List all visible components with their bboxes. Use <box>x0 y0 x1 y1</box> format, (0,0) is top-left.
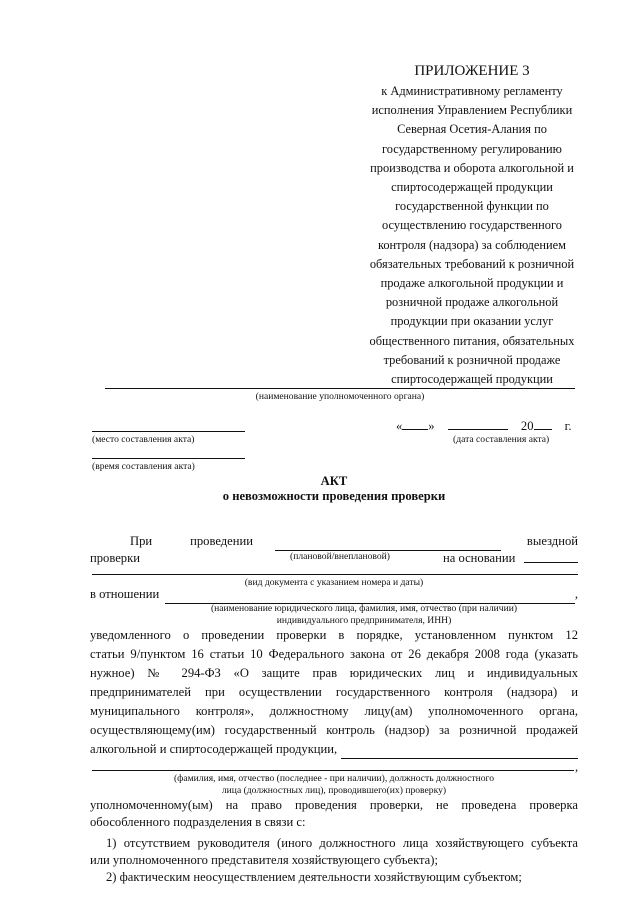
time-field[interactable] <box>92 458 245 459</box>
appendix-line: спиртосодержащей продукции <box>391 372 553 387</box>
appendix-line: обязательных требований к розничной <box>369 256 575 271</box>
appendix-line: общественного питания, обязательных <box>369 333 575 348</box>
date-close-quote: » <box>428 419 435 433</box>
appendix-line: осуществлению государственного <box>382 218 562 233</box>
row1-word: При <box>130 534 153 548</box>
paragraph-line: уполномоченному(ым) на право проведения проверки, не проведена проверка <box>90 798 578 812</box>
official-caption-2: лица (должностных лиц), проводившего(их) проверку) <box>221 785 447 796</box>
basis-field[interactable] <box>524 562 578 563</box>
date-month-field[interactable] <box>448 416 508 430</box>
document-caption: (вид документа с указанием номера и даты) <box>244 577 424 588</box>
appendix-line: спиртосодержащей продукции <box>391 180 553 195</box>
appendix-line: продукции при оказании услуг <box>390 314 554 329</box>
reason-line: 1) отсутствием руководителя (иного должностного лица хозяйствующего субъекта <box>106 836 578 850</box>
appendix-line: контроля (надзора) за соблюдением <box>377 237 567 252</box>
official-field-2[interactable] <box>92 770 574 771</box>
official-caption-1: (фамилия, имя, отчество (последнее - при наличии), должность должностного <box>173 773 495 784</box>
organ-name-caption: (наименование уполномоченного органа) <box>255 391 425 402</box>
appendix-title: ПРИЛОЖЕНИЕ 3 <box>414 63 530 79</box>
regard-row <box>90 585 578 604</box>
paragraph-line: нужное) № 294-ФЗ «О защите прав юридических лиц и индивидуальных <box>90 666 578 680</box>
organ-name-field[interactable] <box>105 388 575 389</box>
appendix-line: продаже алкогольной продукции и <box>380 276 564 291</box>
entity-caption-2: индивидуального предпринимателя, ИНН) <box>276 615 452 626</box>
notice-paragraph <box>90 626 578 740</box>
paragraph-line: муниципального контроля», должностному лицу(ам) уполномоченного органа, <box>90 704 578 718</box>
appendix-line: государственному регулированию <box>382 141 562 156</box>
place-field[interactable] <box>92 431 245 432</box>
entity-field[interactable] <box>165 590 575 604</box>
date-year-prefix: 20 <box>520 419 534 433</box>
paragraph-line: уведомленного о проведении проверки в порядке, установленном пунктом 12 <box>90 628 578 642</box>
row1-word: проведении <box>190 534 253 548</box>
regard-label: в отношении <box>90 587 160 601</box>
basis-label: на основании <box>443 551 516 565</box>
appendix-line: Северная Осетия-Алания по <box>397 122 547 137</box>
appendix-line: исполнения Управлением Республики <box>371 103 573 118</box>
time-caption: (время составления акта) <box>92 461 195 472</box>
paragraph2-last-line: обособленного подразделения в связи с: <box>90 815 306 829</box>
date-day-field[interactable] <box>402 416 428 430</box>
appendix-line: розничной продаже алкогольной <box>385 295 559 310</box>
act-subtitle: о невозможности проведения проверки <box>222 489 446 503</box>
official-field-1[interactable] <box>341 745 578 759</box>
paragraph-last-line: алкогольной и спиртосодержащей продукции, <box>90 742 338 756</box>
appendix-line: к Административному регламенту <box>381 84 563 98</box>
inspection-type-caption: (плановой/внеплановой) <box>290 551 390 562</box>
reason-2: 2) фактическим неосуществлением деятельности хозяйствующим субъектом; <box>106 870 522 884</box>
date-year-field[interactable] <box>534 416 552 430</box>
paragraph-line: предпринимателей при осуществлении государственного контроля (надзора) и <box>90 685 578 699</box>
paragraph-line: статьи 9/пунктом 16 статьи 10 Федерального закона от 26 декабря 2008 года (указать <box>90 647 578 661</box>
appendix-line: требований к розничной продаже <box>383 352 561 367</box>
product-row <box>90 740 578 759</box>
appendix-line: производства и оборота алкогольной и <box>370 160 574 175</box>
date-caption: (дата составления акта) <box>453 434 550 445</box>
reason-1-cont: или уполномоченного представителя хозяйствующего субъекта); <box>90 853 438 867</box>
row1-end: выездной <box>526 534 578 548</box>
act-title: АКТ <box>320 474 348 488</box>
row2-start: проверки <box>90 551 140 565</box>
place-caption: (место составления акта) <box>92 434 195 445</box>
date-open-quote: « <box>396 419 403 433</box>
entity-caption-1: (наименование юридического лица, фамилия, имя, отчество (при наличии) <box>210 603 518 614</box>
appendix-line: государственной функции по <box>395 199 549 214</box>
document-field[interactable] <box>92 574 578 575</box>
regard-comma: , <box>574 587 578 601</box>
appendix-text <box>352 82 592 389</box>
official-comma: , <box>575 760 579 774</box>
paragraph-line: осуществляющему(им) государственный контроль (надзор) за розничной продажей <box>90 723 578 737</box>
date-line <box>396 416 572 436</box>
date-year-suffix: г. <box>564 419 572 433</box>
